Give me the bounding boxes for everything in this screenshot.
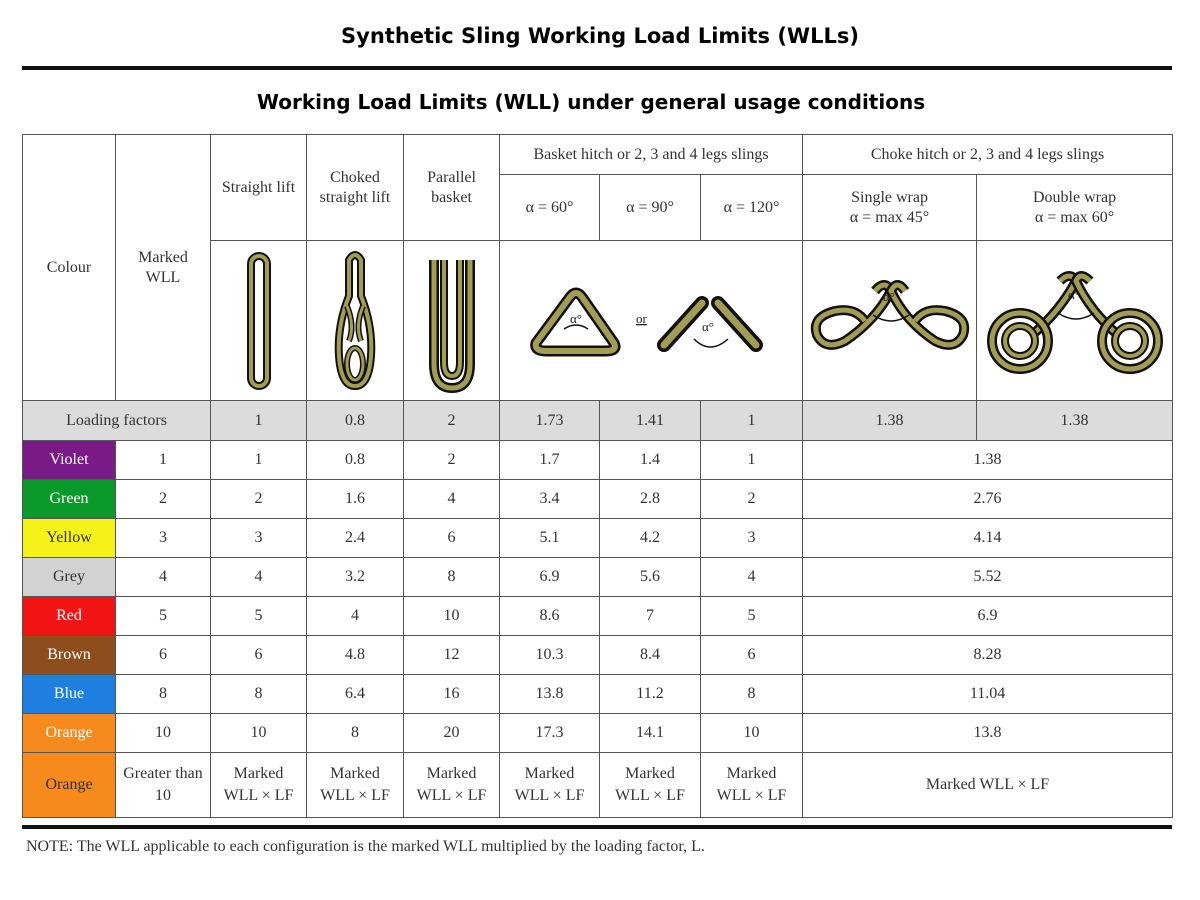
a60-cell: 17.3 [500,714,600,753]
straight-cell: 1 [211,441,307,480]
choked-cell: 2.4 [307,519,404,558]
footnote: NOTE: The WLL applicable to each configuration is the marked WLL multiplied by the loading factor, L. [26,838,705,855]
parallel-cell: 2 [404,441,500,480]
header-a120: α = 120° [701,175,803,241]
marked-wll-cell: 3 [116,519,211,558]
parallel-cell: 6 [404,519,500,558]
a90-cell: 5.6 [600,558,701,597]
header-choked-straight-lift [307,135,404,241]
choked-cell: 6.4 [307,675,404,714]
straight-cell: 10 [211,714,307,753]
table-row [23,714,1173,753]
marked-wll-cell: 1 [116,441,211,480]
page-title: Synthetic Sling Working Load Limits (WLLs) [341,24,859,48]
basket-alpha-60-label: α° [570,310,583,326]
a90-cell: 8.4 [600,636,701,675]
a90-cell: 1.4 [600,441,701,480]
header-colour: Colour [23,135,116,401]
parallel-cell: 20 [404,714,500,753]
single-wrap-diagram-cell [803,241,977,401]
parallel-cell: 10 [404,597,500,636]
marked-wll-cell: 5 [116,597,211,636]
header-marked-wll [116,135,211,401]
colour-cell: Violet [23,441,116,480]
choke-cell: 13.8 [803,714,1173,753]
straight-cell: 4 [211,558,307,597]
straight-cell [211,753,307,818]
lf-straight: 1 [211,401,307,441]
a120-cell: 1 [701,441,803,480]
a120-cell: 2 [701,480,803,519]
table-row [23,480,1173,519]
lf-a90: 1.41 [600,401,701,441]
basket-hitch-sling-icon [506,251,796,391]
parallel-cell: 4 [404,480,500,519]
marked-wll-cell: 4 [116,558,211,597]
wll-table [22,134,1173,818]
lf-parallel: 2 [404,401,500,441]
marked-wll-lf-text: Marked WLL × LF [716,765,787,804]
header-single-wrap [803,175,977,241]
choke-cell: 11.04 [803,675,1173,714]
header-parallel-basket [404,135,500,241]
header-a60: α = 60° [500,175,600,241]
single-wrap-label: Single wrap [851,188,928,206]
lf-a120: 1 [701,401,803,441]
single-wrap-angle: α = max 45° [849,208,930,226]
marked-wll-lf-text: Marked WLL × LF [223,765,294,804]
choked-cell: 3.2 [307,558,404,597]
lf-double-wrap: 1.38 [977,401,1173,441]
parallel-cell: 8 [404,558,500,597]
a60-cell: 6.9 [500,558,600,597]
a120-cell: 10 [701,714,803,753]
a60-cell [500,753,600,818]
marked-wll-lf-text: Marked WLL × LF [615,765,685,804]
double-wrap-diagram-cell [977,241,1173,401]
header-double-wrap [977,175,1173,241]
table-subtitle: Working Load Limits (WLL) under general usage conditions [256,90,926,114]
straight-lift-sling-icon [239,246,279,396]
choked-cell: 4.8 [307,636,404,675]
a90-cell: 14.1 [600,714,701,753]
colour-cell: Grey [23,558,116,597]
single-wrap-sling-icon [805,251,975,391]
a60-cell: 8.6 [500,597,600,636]
parallel-cell [404,753,500,818]
colour-cell: Red [23,597,116,636]
marked-wll-cell [116,753,211,818]
a60-cell: 5.1 [500,519,600,558]
a90-cell: 2.8 [600,480,701,519]
table-row [23,558,1173,597]
parallel-cell: 16 [404,675,500,714]
bottom-rule [22,825,1172,829]
marked-wll-lf-text: Marked WLL × LF [320,765,390,804]
a120-cell: 6 [701,636,803,675]
marked-wll-lf-text: Marked WLL × LF [514,765,585,804]
choke-cell: 5.52 [803,558,1173,597]
header-choked-text: Choked straight lift [319,168,391,206]
or-label: or [636,310,647,326]
double-wrap-label: Double wrap [1032,188,1117,206]
header-marked-wll-text: Marked WLL [138,248,188,286]
straight-cell: 8 [211,675,307,714]
lf-single-wrap: 1.38 [803,401,977,441]
choke-cell: 4.14 [803,519,1173,558]
choked-cell [307,753,404,818]
a120-cell [701,753,803,818]
a90-cell: 11.2 [600,675,701,714]
colour-cell: Blue [23,675,116,714]
header-choke-group: Choke hitch or 2, 3 and 4 legs slings [803,135,1173,175]
choke-cell: 1.38 [803,441,1173,480]
loading-factors-row [23,401,1173,441]
top-rule [22,66,1172,70]
choked-lift-sling-icon [325,246,385,396]
colour-cell: Green [23,480,116,519]
single-wrap-alpha-label: α° [882,288,895,304]
table-row [23,441,1173,480]
greater-than-text: Greater than 10 [123,765,203,804]
a120-cell: 5 [701,597,803,636]
table-row [23,675,1173,714]
straight-cell: 6 [211,636,307,675]
choke-cell: 2.76 [803,480,1173,519]
marked-wll-lf-text: Marked WLL × LF [416,765,487,804]
header-parallel-text: Parallel basket [427,168,476,206]
colour-cell: Orange [23,714,116,753]
double-wrap-angle: α = max 60° [1034,208,1115,226]
choked-cell: 1.6 [307,480,404,519]
lf-choked: 0.8 [307,401,404,441]
a60-cell: 3.4 [500,480,600,519]
colour-cell: Yellow [23,519,116,558]
marked-wll-cell: 2 [116,480,211,519]
parallel-basket-sling-icon [422,246,482,396]
choked-cell: 0.8 [307,441,404,480]
table-row-greater-than-10 [23,753,1173,818]
choke-cell: Marked WLL × LF [803,753,1173,818]
choke-cell: 6.9 [803,597,1173,636]
a90-cell: 7 [600,597,701,636]
table-row [23,597,1173,636]
lf-a60: 1.73 [500,401,600,441]
colour-cell: Brown [23,636,116,675]
parallel-basket-diagram-cell [404,241,500,401]
choked-lift-diagram-cell [307,241,404,401]
colour-cell: Orange [23,753,116,818]
straight-cell: 2 [211,480,307,519]
marked-wll-cell: 6 [116,636,211,675]
a120-cell: 4 [701,558,803,597]
choked-cell: 4 [307,597,404,636]
straight-lift-diagram-cell [211,241,307,401]
loading-factors-label: Loading factors [23,401,211,441]
wll-table-container [22,134,1172,818]
straight-cell: 3 [211,519,307,558]
parallel-cell: 12 [404,636,500,675]
table-row [23,636,1173,675]
a90-cell [600,753,701,818]
header-basket-group: Basket hitch or 2, 3 and 4 legs slings [500,135,803,175]
header-straight-lift: Straight lift [211,135,307,241]
straight-cell: 5 [211,597,307,636]
basket-alpha-90-label: α° [702,318,715,334]
table-row [23,519,1173,558]
a90-cell: 4.2 [600,519,701,558]
a120-cell: 8 [701,675,803,714]
a60-cell: 13.8 [500,675,600,714]
choke-cell: 8.28 [803,636,1173,675]
a60-cell: 1.7 [500,441,600,480]
double-wrap-sling-icon [980,251,1170,391]
choked-cell: 8 [307,714,404,753]
a60-cell: 10.3 [500,636,600,675]
marked-wll-cell: 8 [116,675,211,714]
marked-wll-cell: 10 [116,714,211,753]
a120-cell: 3 [701,519,803,558]
basket-hitch-diagram-cell [500,241,803,401]
header-a90: α = 90° [600,175,701,241]
double-wrap-alpha-label: α° [1067,286,1080,302]
